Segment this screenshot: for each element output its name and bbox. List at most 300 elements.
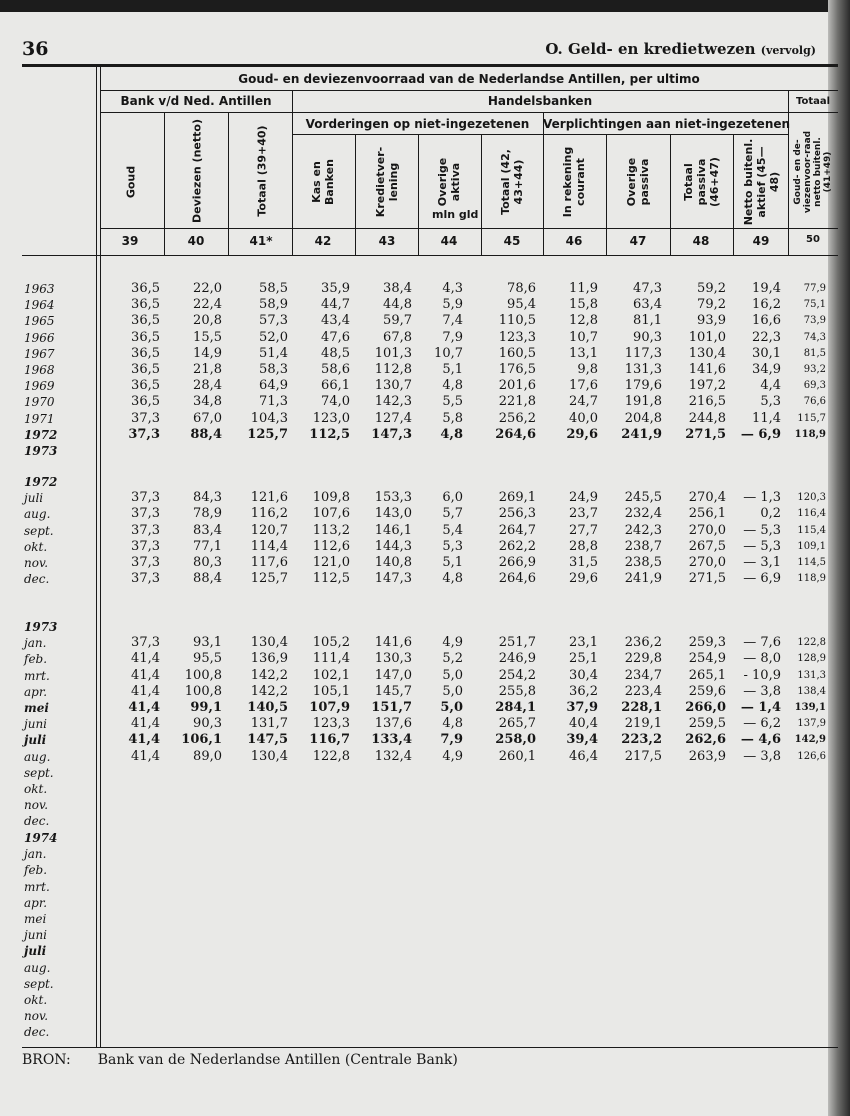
source-note <box>22 1052 458 1068</box>
table-cell: 83,4 <box>193 522 222 538</box>
table-cell: 100,8 <box>184 667 222 683</box>
table-cell: 111,4 <box>312 651 350 667</box>
table-cell: 57,3 <box>259 313 288 329</box>
row-label: 1970 <box>24 395 55 410</box>
column-number: 47 <box>629 234 647 248</box>
table-cell: 284,1 <box>495 700 536 715</box>
table-cell: 37,9 <box>566 700 598 715</box>
table-cell: 69,3 <box>803 380 826 392</box>
table-cell: 76,6 <box>803 396 826 408</box>
table-cell: 47,3 <box>633 281 662 296</box>
table-cell: 142,3 <box>374 394 412 410</box>
table-cell: 130,4 <box>250 635 288 651</box>
table-cell: - 10,9 <box>743 667 781 683</box>
table-cell: 12,8 <box>569 313 598 329</box>
row-label: juli <box>24 733 47 748</box>
table-cell: 58,6 <box>321 362 350 377</box>
table-cell: 93,1 <box>193 635 222 651</box>
table-cell: 58,9 <box>259 297 288 313</box>
table-cell: 191,8 <box>624 394 662 410</box>
table-cell: 120,7 <box>250 522 288 538</box>
table-cell: 176,5 <box>498 362 536 377</box>
table-cell: 179,6 <box>624 378 662 394</box>
table-cell: 4,4 <box>760 378 781 394</box>
table-cell: 228,1 <box>621 700 662 715</box>
table-cell: 147,0 <box>374 667 412 683</box>
group-rule <box>100 112 838 113</box>
table-cell: 120,3 <box>797 492 826 504</box>
col-divider <box>355 134 356 255</box>
table-cell: 114,4 <box>250 538 288 554</box>
subgroup-verplichtingen: Verplichtingen aan niet-ingezetenen <box>543 117 791 131</box>
table-cell: 101,3 <box>374 345 412 361</box>
table-cell: 14,9 <box>193 345 222 361</box>
row-label: 1972 <box>24 427 58 442</box>
table-cell: 5,8 <box>442 410 463 426</box>
table-cell: 130,7 <box>374 378 412 394</box>
table-cell: 0,2 <box>760 506 781 522</box>
row-label: apr. <box>24 895 48 910</box>
table-cell: 254,2 <box>498 667 536 683</box>
group-header-handelsbanken: Handelsbanken <box>487 94 593 108</box>
table-cell: 110,5 <box>498 313 536 329</box>
col-divider <box>418 134 419 255</box>
row-label: nov. <box>24 1009 49 1024</box>
column-header-45: Totaal (42, 43+44) <box>499 149 525 215</box>
table-cell: 234,7 <box>624 667 662 683</box>
table-cell: 36,5 <box>131 281 160 296</box>
table-cell: — 4,6 <box>740 732 781 748</box>
table-cell: 40,0 <box>569 410 598 426</box>
table-cell: 15,5 <box>193 329 222 345</box>
table-cell: 34,8 <box>193 394 222 410</box>
table-cell: 48,5 <box>321 345 350 361</box>
table-cell: 5,0 <box>440 700 463 715</box>
row-label: 1963 <box>24 282 55 296</box>
column-number: 50 <box>806 234 820 245</box>
title-rule <box>100 90 838 91</box>
table-cell: 147,5 <box>247 732 288 748</box>
row-label: okt. <box>24 782 48 796</box>
table-cell: 105,1 <box>312 683 350 699</box>
row-label: aug. <box>24 749 51 764</box>
row-label: juli <box>24 944 47 959</box>
table-cell: 121,6 <box>250 490 288 506</box>
row-label: 1969 <box>24 379 55 394</box>
table-cell: 4,9 <box>442 748 463 764</box>
table-cell: 10,7 <box>569 329 598 345</box>
table-cell: — 3,8 <box>743 748 781 764</box>
table-cell: 102,1 <box>312 667 350 683</box>
column-header-48: Totaal passiva (46+47) <box>681 157 721 207</box>
table-cell: 37,3 <box>131 555 160 570</box>
table-cell: 267,5 <box>688 538 726 554</box>
row-label: juni <box>24 717 48 732</box>
table-cell: 37,3 <box>131 506 160 522</box>
table-cell: 41,4 <box>131 716 160 732</box>
table-cell: 93,9 <box>697 313 726 329</box>
table-cell: — 6,9 <box>740 426 781 442</box>
table-cell: 52,0 <box>259 329 288 345</box>
row-label: sept. <box>24 976 54 991</box>
row-label: juni <box>24 928 48 943</box>
table-cell: 5,5 <box>442 394 463 410</box>
number-rule-bottom <box>22 255 838 256</box>
table-cell: 256,2 <box>498 410 536 426</box>
table-cell: 260,1 <box>498 748 536 764</box>
table-cell: 5,4 <box>442 522 463 538</box>
subgroup-rule <box>292 134 788 135</box>
table-cell: 263,9 <box>688 748 726 764</box>
table-cell: 71,3 <box>259 394 288 410</box>
col-divider <box>606 134 607 255</box>
table-cell: 22,0 <box>193 281 222 296</box>
table-cell: 5,3 <box>442 538 463 554</box>
table-cell: 38,4 <box>383 281 412 296</box>
table-cell: 63,4 <box>633 297 662 313</box>
column-header-44: Overige aktiva <box>436 157 462 207</box>
table-cell: 112,5 <box>309 426 350 442</box>
table-cell: 41,4 <box>131 748 160 764</box>
table-cell: 107,9 <box>309 700 350 715</box>
table-cell: — 7,6 <box>743 635 781 651</box>
table-cell: 11,9 <box>569 281 598 296</box>
column-number: 46 <box>565 234 583 248</box>
table-cell: — 1,4 <box>740 700 781 715</box>
page-number: 36 <box>22 38 49 60</box>
table-cell: 144,3 <box>374 538 412 554</box>
table-cell: 28,8 <box>569 538 598 554</box>
table-cell: 7,9 <box>440 732 463 748</box>
table-cell: 137,9 <box>797 718 826 730</box>
table-cell: 246,9 <box>498 651 536 667</box>
table-cell: 11,4 <box>752 410 781 426</box>
table-cell: 270,4 <box>688 490 726 506</box>
row-label: 1965 <box>24 314 55 329</box>
table-cell: 140,5 <box>247 700 288 715</box>
table-cell: 67,8 <box>383 329 412 345</box>
row-label: apr. <box>24 684 48 699</box>
table-cell: 141,6 <box>374 635 412 651</box>
column-number: 48 <box>692 234 710 248</box>
table-cell: 36,5 <box>131 297 160 313</box>
table-cell: 4,9 <box>442 635 463 651</box>
table-cell: 117,6 <box>250 555 288 570</box>
table-cell: — 3,1 <box>743 555 781 570</box>
table-cell: 23,1 <box>569 635 598 651</box>
row-label: dec. <box>24 572 50 587</box>
table-cell: 254,9 <box>688 651 726 667</box>
col-divider <box>228 112 229 255</box>
row-label: 1974 <box>24 831 58 845</box>
table-cell: 143,0 <box>374 506 412 522</box>
table-cell: 16,6 <box>752 313 781 329</box>
table-cell: 139,1 <box>794 702 826 713</box>
table-cell: 39,4 <box>566 732 598 748</box>
table-cell: 24,7 <box>569 394 598 410</box>
column-number: 42 <box>314 234 332 248</box>
table-cell: 37,3 <box>131 635 160 651</box>
table-cell: 223,4 <box>624 683 662 699</box>
table-cell: 7,9 <box>442 329 463 345</box>
column-header-47: Overige passiva <box>625 157 651 207</box>
table-cell: 24,9 <box>569 490 598 506</box>
table-cell: 270,0 <box>688 555 726 570</box>
table-cell: 73,9 <box>803 315 826 327</box>
table-cell: 58,5 <box>259 281 288 296</box>
table-cell: 44,7 <box>321 297 350 313</box>
number-rule-top <box>100 228 838 229</box>
section-title <box>545 40 816 58</box>
table-cell: 145,7 <box>374 683 412 699</box>
table-cell: 266,9 <box>498 555 536 570</box>
table-cell: 88,4 <box>193 571 222 587</box>
table-cell: 36,2 <box>569 683 598 699</box>
table-cell: 95,5 <box>193 651 222 667</box>
table-cell: 89,0 <box>193 748 222 764</box>
table-cell: 5,7 <box>442 506 463 522</box>
table-cell: 36,5 <box>131 345 160 361</box>
table-cell: 79,2 <box>697 297 726 313</box>
column-number: 39 <box>121 234 139 248</box>
table-cell: 78,9 <box>193 506 222 522</box>
table-cell: 245,5 <box>624 490 662 506</box>
table-cell: 5,9 <box>442 297 463 313</box>
row-label: 1973 <box>24 620 58 634</box>
table-cell: 264,6 <box>495 426 536 442</box>
table-cell: 104,3 <box>250 410 288 426</box>
table-cell: 115,4 <box>797 524 826 536</box>
table-cell: 43,4 <box>321 313 350 329</box>
column-number: 49 <box>752 234 770 248</box>
table-cell: 256,1 <box>688 506 726 522</box>
group-header-totaal: Totaal <box>795 96 831 107</box>
table-cell: 107,6 <box>312 506 350 522</box>
table-cell: 153,3 <box>374 490 412 506</box>
table-cell: 88,4 <box>190 426 222 442</box>
table-cell: 47,6 <box>321 329 350 345</box>
table-cell: 127,4 <box>374 410 412 426</box>
top-rule <box>22 64 838 67</box>
table-cell: 20,8 <box>193 313 222 329</box>
table-cell: 36,5 <box>131 394 160 410</box>
table-cell: 232,4 <box>624 506 662 522</box>
table-cell: 259,5 <box>688 716 726 732</box>
table-cell: 138,4 <box>797 685 826 697</box>
unit-label: mln gld <box>432 208 479 221</box>
table-cell: 41,4 <box>128 732 160 748</box>
table-cell: 265,7 <box>498 716 536 732</box>
table-cell: 221,8 <box>498 394 536 410</box>
col-divider <box>164 112 165 255</box>
row-label: sept. <box>24 523 54 538</box>
row-label: 1973 <box>24 444 58 458</box>
table-cell: 219,1 <box>624 716 662 732</box>
row-label: mei <box>24 912 47 926</box>
table-cell: 123,3 <box>498 329 536 345</box>
table-cell: 264,7 <box>498 522 536 538</box>
table-cell: 262,2 <box>498 538 536 554</box>
row-label: 1971 <box>24 411 55 426</box>
table-cell: 265,1 <box>688 667 726 683</box>
table-cell: 27,7 <box>569 522 598 538</box>
table-cell: — 6,9 <box>743 571 781 587</box>
table-cell: 204,8 <box>624 410 662 426</box>
table-cell: 41,4 <box>131 683 160 699</box>
table-cell: 36,5 <box>131 313 160 329</box>
table-cell: 130,3 <box>374 651 412 667</box>
table-cell: 140,8 <box>374 555 412 570</box>
row-label: 1964 <box>24 298 55 313</box>
table-cell: 255,8 <box>498 683 536 699</box>
row-label: nov. <box>24 798 49 813</box>
table-cell: 147,3 <box>371 426 412 442</box>
table-cell: 197,2 <box>688 378 726 394</box>
table-title: Goud- en deviezenvoorraad van de Nederlandse Antillen, per ultimo <box>238 72 700 86</box>
column-header-39: Goud <box>123 165 137 198</box>
table-cell: — 8,0 <box>743 651 781 667</box>
table-cell: 118,9 <box>797 573 826 585</box>
table-cell: 22,3 <box>752 329 781 345</box>
table-cell: — 1,3 <box>743 490 781 506</box>
column-header-50: Goud- en de-viezenvoor-raad netto buitenl. (41+49) <box>793 130 833 214</box>
table-cell: — 6,2 <box>743 716 781 732</box>
table-cell: 241,9 <box>624 571 662 587</box>
table-cell: 30,1 <box>752 345 781 361</box>
row-label: jan. <box>24 636 47 651</box>
group-divider <box>292 90 293 255</box>
row-label: juli <box>24 491 44 506</box>
table-cell: 223,2 <box>621 732 662 748</box>
row-label: dec. <box>24 1025 50 1040</box>
table-cell: 99,1 <box>190 700 222 715</box>
table-cell: 58,3 <box>259 362 288 377</box>
section-name: O. Geld- en kredietwezen <box>545 40 756 58</box>
table-cell: 67,0 <box>193 410 222 426</box>
table-cell: 30,4 <box>569 667 598 683</box>
table-cell: 5,0 <box>442 683 463 699</box>
table-cell: 137,6 <box>374 716 412 732</box>
table-cell: 259,6 <box>688 683 726 699</box>
table-cell: 5,1 <box>442 362 463 377</box>
table-cell: 131,3 <box>797 669 826 681</box>
table-cell: 142,9 <box>794 734 826 746</box>
row-label: sept. <box>24 765 54 780</box>
table-cell: 74,3 <box>803 331 826 343</box>
table-cell: 36,5 <box>131 329 160 345</box>
table-cell: 270,0 <box>688 522 726 538</box>
table-cell: 90,3 <box>633 329 662 345</box>
col-divider <box>481 134 482 255</box>
table-cell: 93,2 <box>803 364 826 375</box>
column-number: 43 <box>378 234 396 248</box>
table-cell: 16,2 <box>752 297 781 313</box>
column-number: 45 <box>503 234 521 248</box>
table-cell: 133,4 <box>371 732 412 748</box>
table-cell: 36,5 <box>131 362 160 377</box>
table-cell: 271,5 <box>685 426 726 442</box>
table-cell: 51,4 <box>259 345 288 361</box>
table-cell: 37,3 <box>131 522 160 538</box>
section-suffix: (vervolg) <box>760 44 816 57</box>
table-cell: 123,3 <box>312 716 350 732</box>
column-header-46: In rekening courant <box>561 146 587 218</box>
group-divider-total <box>788 90 789 255</box>
row-label: mrt. <box>24 879 50 894</box>
table-cell: 81,5 <box>803 347 826 359</box>
table-cell: 130,4 <box>688 345 726 361</box>
table-cell: 95,4 <box>507 297 536 313</box>
column-header-49: Netto buitenl. aktief (45—48) <box>741 138 781 226</box>
table-cell: 36,5 <box>131 378 160 394</box>
table-cell: 22,4 <box>193 297 222 313</box>
table-cell: 160,5 <box>498 345 536 361</box>
table-cell: 9,8 <box>577 362 598 377</box>
table-cell: 264,6 <box>498 571 536 587</box>
table-cell: 142,2 <box>250 683 288 699</box>
table-cell: 236,2 <box>624 635 662 651</box>
table-cell: 80,3 <box>193 555 222 570</box>
table-cell: 238,7 <box>624 538 662 554</box>
table-cell: 122,8 <box>312 748 350 764</box>
table-cell: 77,9 <box>803 283 826 294</box>
table-cell: 266,0 <box>685 700 726 715</box>
table-cell: 5,0 <box>442 667 463 683</box>
row-label: 1967 <box>24 346 55 361</box>
table-cell: 5,3 <box>760 394 781 410</box>
group-header-bank: Bank v/d Ned. Antillen <box>120 94 272 108</box>
table-cell: 35,9 <box>321 281 350 296</box>
table-cell: 66,1 <box>321 378 350 394</box>
table-cell: 37,3 <box>131 571 160 587</box>
table-cell: 256,3 <box>498 506 536 522</box>
table-cell: 4,8 <box>440 426 463 442</box>
row-label: mrt. <box>24 668 50 683</box>
table-cell: 19,4 <box>752 281 781 296</box>
table-cell: 259,3 <box>688 635 726 651</box>
table-cell: 37,3 <box>131 410 160 426</box>
table-cell: 101,0 <box>688 329 726 345</box>
bottom-rule <box>22 1047 838 1048</box>
col-divider <box>670 134 671 255</box>
table-cell: 109,8 <box>312 490 350 506</box>
table-cell: 136,9 <box>250 651 288 667</box>
table-cell: 118,9 <box>794 428 826 440</box>
table-cell: 41,4 <box>131 667 160 683</box>
table-cell: 147,3 <box>374 571 412 587</box>
table-cell: 131,3 <box>624 362 662 377</box>
table-cell: 146,1 <box>374 522 412 538</box>
table-cell: 217,5 <box>624 748 662 764</box>
table-cell: 262,6 <box>685 732 726 748</box>
table-cell: 59,2 <box>697 281 726 296</box>
table-cell: 116,4 <box>797 508 826 520</box>
table-cell: 244,8 <box>688 410 726 426</box>
table-cell: 37,3 <box>131 538 160 554</box>
column-header-42: Kas en Banken <box>310 159 336 205</box>
table-cell: 238,5 <box>624 555 662 570</box>
table-cell: 132,4 <box>374 748 412 764</box>
table-cell: 5,2 <box>442 651 463 667</box>
column-number: 40 <box>187 234 205 248</box>
table-cell: 201,6 <box>498 378 536 394</box>
table-cell: 44,8 <box>383 297 412 313</box>
table-cell: 115,7 <box>797 412 826 424</box>
table-cell: 106,1 <box>181 732 222 748</box>
table-cell: 31,5 <box>569 555 598 570</box>
row-label: dec. <box>24 814 50 829</box>
table-cell: 64,9 <box>259 378 288 394</box>
